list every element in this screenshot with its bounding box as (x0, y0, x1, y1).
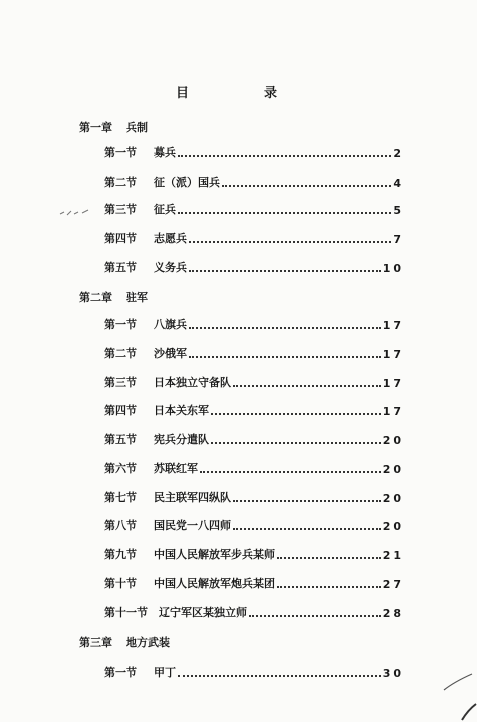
page-number: 20 (382, 520, 404, 533)
section-number: 第一节 (104, 666, 137, 679)
toc-title-char-2: 录 (264, 86, 278, 101)
toc-entry[interactable] (104, 517, 404, 533)
section-title: 中国人民解放军炮兵某团 (154, 577, 275, 590)
section-number: 第七节 (104, 491, 137, 504)
page-number: 17 (382, 319, 404, 332)
page-number: 20 (382, 463, 404, 476)
page-number: 17 (382, 377, 404, 390)
chapter-number: 第三章 (79, 636, 112, 649)
dot-leader (233, 528, 381, 530)
page-number: 5 (393, 204, 404, 217)
section-title: 甲丁 (154, 666, 176, 679)
toc-entry[interactable] (104, 546, 404, 562)
section-number: 第一节 (104, 146, 137, 159)
section-number: 第二节 (104, 347, 137, 360)
page-number: 30 (382, 667, 404, 680)
section-title: 苏联红军 (154, 462, 198, 475)
toc-entry[interactable] (104, 316, 404, 332)
toc-entry[interactable] (104, 144, 404, 160)
toc-entry[interactable] (104, 664, 404, 680)
dot-leader (178, 212, 391, 214)
dot-leader (189, 356, 381, 358)
section-number: 第二节 (104, 176, 137, 189)
dot-leader (200, 471, 381, 473)
dot-leader (222, 185, 391, 187)
chapter-title: 兵制 (126, 121, 148, 134)
toc-entry[interactable] (104, 174, 404, 190)
dot-leader (178, 675, 381, 677)
dot-leader (189, 327, 381, 329)
section-number: 第六节 (104, 462, 137, 475)
chapter-3-heading (79, 634, 170, 650)
toc-entry[interactable] (104, 460, 404, 476)
page-number: 2 (393, 147, 404, 160)
dot-leader (277, 557, 381, 559)
page-number: 7 (393, 233, 404, 246)
page-number: 28 (382, 607, 404, 620)
dot-leader (277, 586, 381, 588)
section-number: 第三节 (104, 203, 137, 216)
chapter-2-heading (79, 289, 148, 305)
section-number: 第四节 (104, 232, 137, 245)
section-number: 第五节 (104, 261, 137, 274)
chapter-number: 第二章 (79, 291, 112, 304)
section-number: 第十节 (104, 577, 137, 590)
section-title: 义务兵 (154, 261, 187, 274)
page-number: 27 (382, 578, 404, 591)
section-number: 第三节 (104, 376, 137, 389)
chapter-title: 地方武装 (126, 636, 170, 649)
pencil-stroke-mark (440, 660, 477, 722)
section-title: 民主联军四纵队 (154, 491, 231, 504)
dot-leader (189, 241, 391, 243)
toc-entry[interactable] (104, 575, 404, 591)
scan-smudge-mark (58, 206, 92, 218)
toc-entry[interactable] (104, 201, 404, 217)
toc-entry[interactable] (104, 345, 404, 361)
chapter-1-heading (79, 119, 148, 135)
page-number: 20 (382, 434, 404, 447)
dot-leader (249, 615, 381, 617)
page-number: 10 (382, 262, 404, 275)
section-title: 八旗兵 (154, 318, 187, 331)
chapter-title: 驻军 (126, 291, 148, 304)
toc-entry[interactable] (104, 489, 404, 505)
toc-entry[interactable] (104, 604, 404, 620)
dot-leader (233, 500, 381, 502)
section-title: 募兵 (154, 146, 176, 159)
section-title: 征兵 (154, 203, 176, 216)
section-number: 第五节 (104, 433, 137, 446)
section-title: 志愿兵 (154, 232, 187, 245)
dot-leader (189, 270, 381, 272)
section-title: 宪兵分遣队 (154, 433, 209, 446)
section-title: 日本独立守备队 (154, 376, 231, 389)
dot-leader (211, 442, 381, 444)
chapter-number: 第一章 (79, 121, 112, 134)
page-number: 17 (382, 405, 404, 418)
section-number: 第一节 (104, 318, 137, 331)
toc-entry[interactable] (104, 230, 404, 246)
toc-entry[interactable] (104, 402, 404, 418)
section-number: 第十一节 (104, 606, 148, 619)
section-title: 日本关东军 (154, 404, 209, 417)
toc-entry[interactable] (104, 374, 404, 390)
toc-entry[interactable] (104, 431, 404, 447)
page-number: 4 (393, 177, 404, 190)
dot-leader (211, 413, 381, 415)
section-title: 沙俄军 (154, 347, 187, 360)
dot-leader (233, 385, 381, 387)
section-title: 辽宁军区某独立师 (159, 606, 247, 619)
section-title: 国民党一八四师 (154, 519, 231, 532)
section-number: 第四节 (104, 404, 137, 417)
page-number: 17 (382, 348, 404, 361)
section-number: 第九节 (104, 548, 137, 561)
dot-leader (178, 155, 391, 157)
section-title: 征（派）国兵 (154, 176, 220, 189)
toc-entry[interactable] (104, 259, 404, 275)
section-title: 中国人民解放军步兵某师 (154, 548, 275, 561)
page-number: 20 (382, 492, 404, 505)
toc-title-char-1: 目 (176, 86, 190, 101)
section-number: 第八节 (104, 519, 137, 532)
page-number: 21 (382, 549, 404, 562)
